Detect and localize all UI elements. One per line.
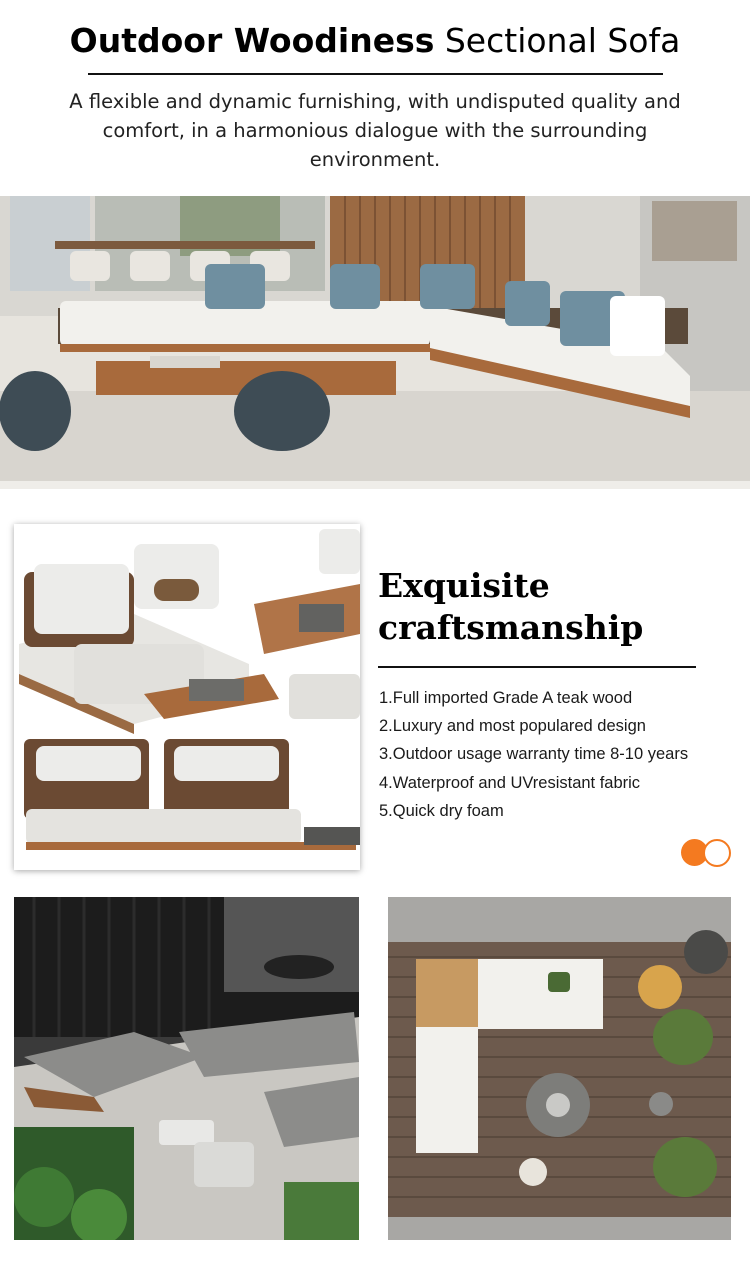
heading-line-2: craftsmanship [378, 608, 644, 647]
top-view-deck-photo [388, 897, 731, 1240]
page-subtitle: A flexible and dynamic furnishing, with undisputed quality and comfort, in a harmonious dialogue with the surrounding environment. [69, 90, 681, 171]
feature-list [379, 684, 749, 825]
feature-item: 4.Waterproof and UVresistant fabric [379, 773, 641, 792]
page-title [0, 18, 750, 64]
orange-ring-icon [703, 839, 731, 867]
title-bold: Outdoor Woodiness [69, 21, 435, 60]
feature-item: 1.Full imported Grade A teak wood [379, 689, 633, 707]
feature-item: 5.Quick dry foam [379, 801, 504, 820]
section-divider [378, 666, 696, 668]
title-divider [88, 73, 663, 75]
section-heading [378, 565, 698, 649]
garden-terrace-photo [14, 897, 359, 1240]
feature-item: 3.Outdoor usage warranty time 8-10 years [379, 745, 689, 764]
decorative-dots [681, 838, 733, 868]
title-regular: Sectional Sofa [434, 21, 681, 60]
hero-sofa-photo [0, 196, 750, 489]
feature-item: 2.Luxury and most populared design [379, 717, 646, 736]
heading-line-1: Exquisite [378, 566, 550, 605]
sofa-detail-photo [14, 524, 360, 870]
